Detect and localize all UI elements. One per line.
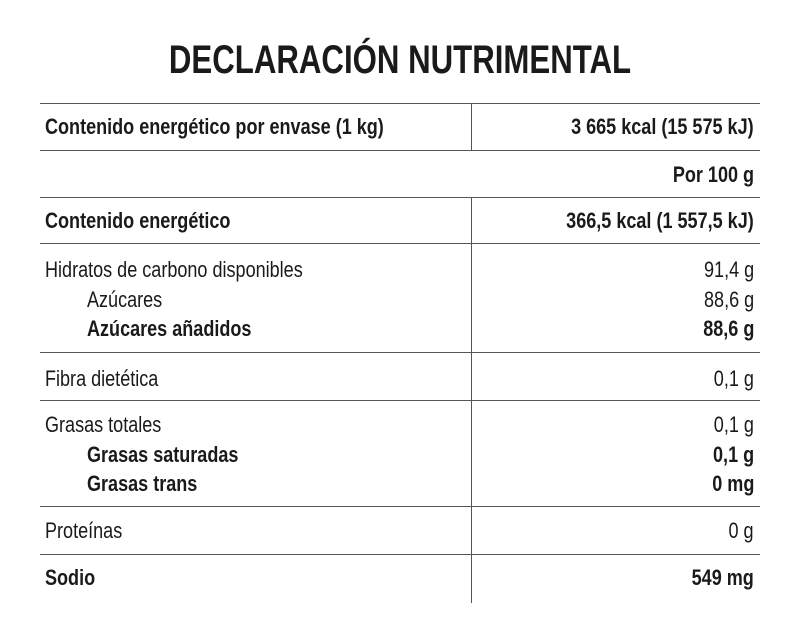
row-label-sodium: Sodio	[45, 565, 96, 590]
row-label-total-fat: Grasas totales	[45, 412, 162, 437]
row-value-sugars: 88,6 g	[703, 287, 754, 312]
row-value-saturated-fat: 0,1 g	[712, 442, 754, 467]
column-divider	[471, 197, 472, 603]
row-label-saturated-fat: Grasas saturadas	[87, 442, 239, 467]
row-value-protein: 0 g	[728, 518, 754, 543]
table-rule	[40, 352, 760, 353]
table-rule	[40, 554, 760, 555]
row-label-energy-per-package: Contenido energético por envase (1 kg)	[45, 114, 384, 139]
row-label-added-sugars: Azúcares añadidos	[87, 316, 252, 341]
page-title: DECLARACIÓN NUTRIMENTAL	[168, 38, 632, 82]
table-rule	[40, 400, 760, 401]
row-value-carbohydrates: 91,4 g	[703, 257, 754, 282]
row-value-energy: 366,5 kcal (1 557,5 kJ)	[566, 208, 754, 233]
row-value-total-fat: 0,1 g	[713, 412, 754, 437]
row-value-sodium: 549 mg	[691, 565, 754, 590]
table-rule	[40, 197, 760, 198]
row-label-carbohydrates: Hidratos de carbono disponibles	[45, 257, 303, 282]
row-label-energy: Contenido energético	[45, 208, 231, 233]
table-rule	[40, 243, 760, 244]
row-value-energy-per-package: 3 665 kcal (15 575 kJ)	[571, 114, 754, 139]
row-value-trans-fat: 0 mg	[711, 471, 754, 496]
row-value-added-sugars: 88,6 g	[702, 316, 754, 341]
table-rule	[40, 103, 760, 104]
row-label-protein: Proteínas	[45, 518, 123, 543]
table-rule	[40, 506, 760, 507]
row-value-fiber: 0,1 g	[713, 366, 754, 391]
column-divider	[471, 103, 472, 150]
row-label-sugars: Azúcares	[87, 287, 163, 312]
row-label-fiber: Fibra dietética	[45, 366, 159, 391]
nutrition-table	[40, 103, 760, 603]
column-header-per-100g: Por 100 g	[672, 162, 754, 187]
row-label-trans-fat: Grasas trans	[87, 471, 198, 496]
table-rule	[40, 150, 760, 151]
